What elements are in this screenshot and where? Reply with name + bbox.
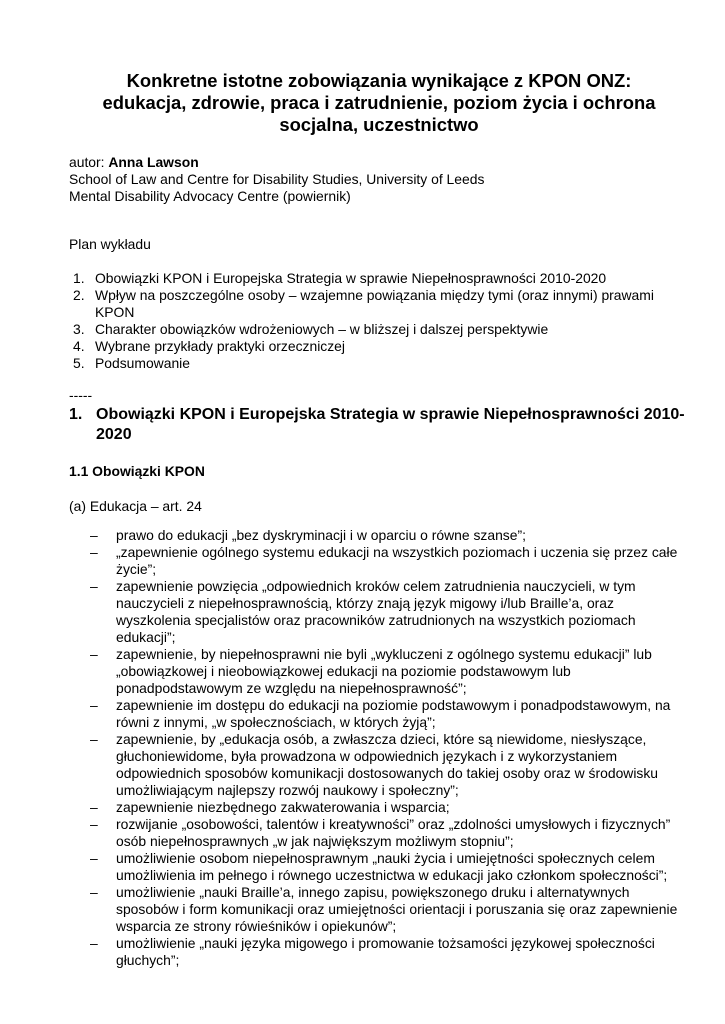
document-title (62, 70, 696, 136)
author-affiliation-1: School of Law and Centre for Disability Studies, University of Leeds (69, 171, 485, 187)
title-line-1: Konkretne istotne zobowiązania wynikające z KPON ONZ: (126, 70, 632, 91)
plan-item-number: 3. (73, 321, 85, 337)
dash-bullet: – (90, 816, 98, 832)
dash-bullet: – (90, 884, 98, 900)
list-item-text: zapewnienie, by niepełnosprawni nie byli „wykluczeni z ogólnego systemu edukacji” lub „obowiązkowej i nieobowiązkowej edukacji na poziomie podstawowym lub ponadpodstawowym ze względu na niepełnosprawność”; (116, 646, 652, 696)
subsection-heading: 1.1 Obowiązki KPON (69, 463, 205, 479)
list-item-text: umożliwienie „nauki Braille’a, innego zapisu, powiększonego druku i alternatywnych sposobów i form komunikacji oraz umiejętności orientacji i poruszania się oraz zapewnienie wsparcia ze strony rówieśników i opiekunów”; (116, 884, 678, 934)
list-item (69, 799, 689, 816)
plan-item (69, 321, 689, 338)
list-item-text: zapewnienie, by „edukacja osób, a zwłaszcza dzieci, które są niewidome, niesłyszące, głuchoniewidome, była prowadzona w odpowiednich językach i z wykorzystaniem odpowiednich sposobów komunikacji dostosowanych do takiej osoby oraz w środowisku umożliwiającym najlepszy rozwój naukowy i społeczny”; (116, 731, 659, 798)
plan-item-text: Wpływ na poszczególne osoby – wzajemne powiązania między tymi (oraz innymi) prawami KPON (95, 287, 654, 320)
dash-bullet: – (90, 731, 98, 747)
list-item-text: prawo do edukacji „bez dyskryminacji i w oparciu o równe szanse”; (116, 527, 526, 543)
list-item (69, 578, 689, 646)
dash-bullet: – (90, 935, 98, 951)
dash-bullet: – (90, 850, 98, 866)
author-name: Anna Lawson (108, 154, 199, 170)
list-item (69, 697, 689, 731)
plan-label: Plan wykładu (69, 236, 151, 252)
title-line-2: edukacja, zdrowie, praca i zatrudnienie, poziom życia i ochrona (102, 92, 656, 113)
section-heading (69, 405, 689, 444)
dash-bullet: – (90, 697, 98, 713)
plan-item-number: 1. (73, 270, 85, 286)
bullet-list (69, 527, 689, 969)
list-item (69, 527, 689, 544)
plan-item (69, 270, 689, 287)
list-item-text: „zapewnienie ogólnego systemu edukacji na wszystkich poziomach i uczenia się przez całe życie”; (116, 544, 678, 577)
section-number: 1. (69, 406, 83, 423)
plan-item-text: Podsumowanie (95, 355, 190, 371)
dash-bullet: – (90, 527, 98, 543)
list-item (69, 646, 689, 697)
plan-item-text: Charakter obowiązków wdrożeniowych – w bliższej i dalszej perspektywie (95, 321, 549, 337)
dash-bullet: – (90, 544, 98, 560)
plan-item (69, 287, 689, 321)
list-item (69, 850, 689, 884)
author-block (69, 154, 689, 205)
plan-item-number: 4. (73, 338, 85, 354)
author-label: autor: (69, 154, 109, 170)
list-item-text: zapewnienie im dostępu do edukacji na poziomie podstawowym i ponadpodstawowym, na równi z innymi, „w społecznościach, w których żyją”; (116, 697, 671, 730)
dash-bullet: – (90, 578, 98, 594)
title-line-3: socjalna, uczestnictwo (279, 114, 479, 135)
plan-item-text: Obowiązki KPON i Europejska Strategia w sprawie Niepełnosprawności 2010-2020 (95, 270, 607, 286)
plan-item (69, 355, 689, 372)
author-line (69, 154, 689, 171)
separator: ----- (69, 387, 93, 403)
list-item (69, 884, 689, 935)
plan-item (69, 338, 689, 355)
dash-bullet: – (90, 646, 98, 662)
section-title: Obowiązki KPON i Europejska Strategia w sprawie Niepełnosprawności 2010-2020 (96, 406, 685, 443)
subheading-education: (a) Edukacja – art. 24 (69, 498, 202, 514)
plan-list (69, 270, 689, 372)
list-item (69, 816, 689, 850)
list-item (69, 935, 689, 969)
dash-bullet: – (90, 799, 98, 815)
plan-item-text: Wybrane przykłady praktyki orzeczniczej (95, 338, 345, 354)
list-item (69, 731, 689, 799)
list-item-text: zapewnienie powzięcia „odpowiednich kroków celem zatrudnienia nauczycieli, w tym nauczycieli z niepełnosprawnością, którzy znają język migowy i/lub Braille’a, oraz wyszkolenia specjalistów oraz pracowników zatrudnionych na wszystkich poziomach edukacji”; (116, 578, 636, 645)
plan-item-number: 2. (73, 287, 85, 303)
list-item-text: zapewnienie niezbędnego zakwaterowania i wsparcia; (116, 799, 450, 815)
list-item-text: umożliwienie „nauki języka migowego i promowanie tożsamości językowej społeczności głuchych”; (116, 935, 655, 968)
list-item-text: rozwijanie „osobowości, talentów i kreatywności” oraz „zdolności umysłowych i fizycznych” osób niepełnosprawnych „w jak największym możliwym stopniu”; (116, 816, 671, 849)
plan-item-number: 5. (73, 355, 85, 371)
list-item (69, 544, 689, 578)
author-affiliation-2: Mental Disability Advocacy Centre (powiernik) (69, 188, 351, 204)
list-item-text: umożliwienie osobom niepełnosprawnym „nauki życia i umiejętności społecznych celem umożliwienia im pełnego i równego uczestnictwa w edukacji jako członkom społeczności”; (116, 850, 668, 883)
